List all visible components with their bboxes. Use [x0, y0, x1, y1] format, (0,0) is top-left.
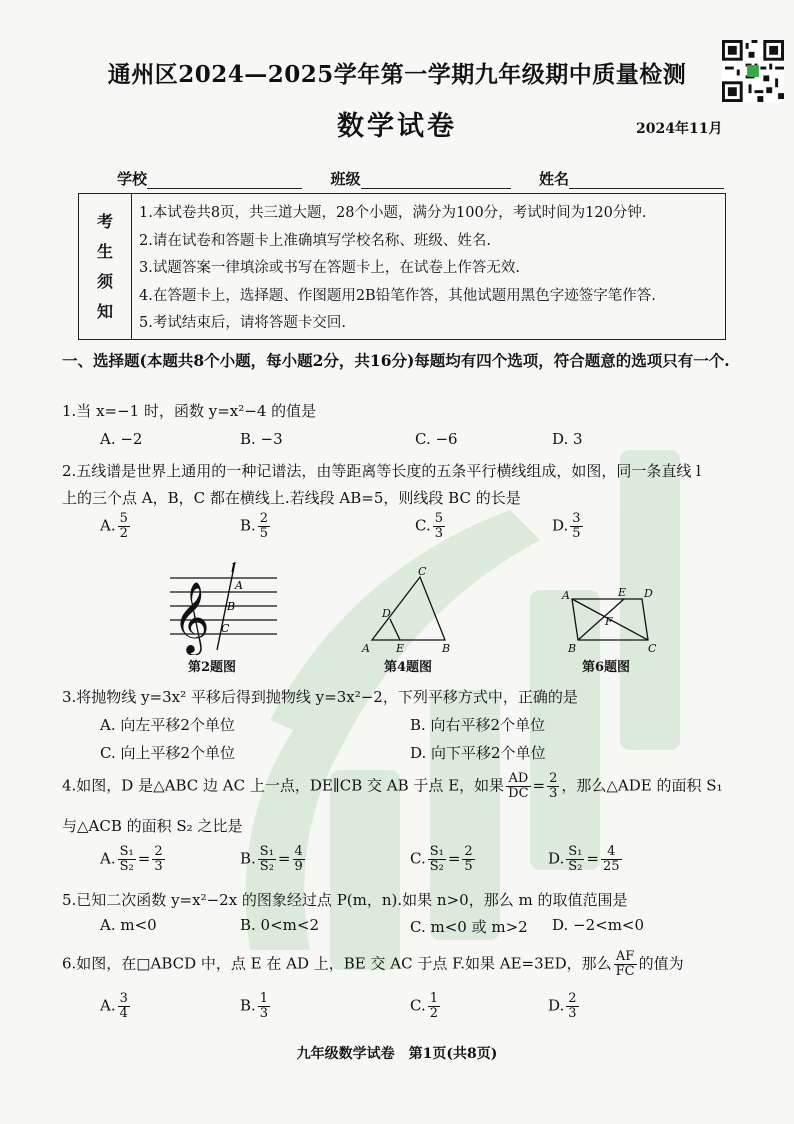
- notice-item: 4.在答题卡上，选择题、作图题用2B铅笔作答，其他试题用黑色字迹签字笔作答.: [139, 287, 656, 304]
- svg-text:A: A: [362, 642, 370, 655]
- school-label: 学校: [117, 170, 148, 188]
- figure-2-caption: 第2题图: [188, 660, 237, 675]
- q1-option-b[interactable]: B. −3: [240, 430, 283, 448]
- question-4-stem-1: 4.如图，D 是△ABC 边 AC 上一点，DE∥CB 交 AB 于点 E，如果 $\frac{AD}{DC}$ = $\frac{2}{3}$ ，那么△ADE 的面积 S₁: [62, 771, 723, 801]
- q4-option-c[interactable]: C. $\frac{\text{S₁}}{\text{S₂}}$ = $\frac{2}{5}$: [410, 844, 473, 874]
- notice-item: 2.请在试卷和答题卡上准确填写学校名称、班级、姓名.: [139, 232, 491, 249]
- page-footer: 九年级数学试卷 第1页(共8页): [296, 1046, 498, 1062]
- fig2-label-l: l: [231, 561, 235, 575]
- svg-text:F: F: [605, 615, 613, 628]
- svg-text:B: B: [568, 642, 577, 655]
- svg-text:B: B: [442, 642, 451, 655]
- q1-option-d[interactable]: D. 3: [552, 430, 583, 448]
- notice-item: 3.试题答案一律填涂或书写在答题卡上，在试卷上作答无效.: [139, 260, 520, 276]
- q5-option-a[interactable]: A. m<0: [100, 916, 157, 934]
- notice-list: [139, 200, 721, 338]
- fig2-label-b: B: [227, 600, 236, 613]
- figure-2-staff: [165, 560, 280, 655]
- q3-option-d[interactable]: D. 向下平移2个单位: [410, 744, 546, 762]
- question-5-stem: 5.已知二次函数 y=x²−2x 的图象经过点 P(m，n).如果 n>0，那么 m 的取值范围是: [62, 891, 628, 909]
- exam-subtitle: 数学试卷: [337, 111, 457, 142]
- figure-4-caption: 第4题图: [384, 660, 433, 675]
- question-1-stem: 1.当 x=−1 时，函数 y=x²−4 的值是: [62, 402, 317, 420]
- class-field[interactable]: [361, 172, 511, 189]
- treble-clef-icon: 𝄞: [173, 580, 210, 653]
- question-6-stem: 6.如图，在□ABCD 中，点 E 在 AD 上，BE 交 AC 于点 F.如果 AE=3ED，那么 $\frac{AF}{FC}$ 的值为: [62, 949, 684, 979]
- qr-code-icon: [722, 40, 784, 102]
- school-field[interactable]: [147, 172, 302, 189]
- q4-option-a[interactable]: A. $\frac{\text{S₁}}{\text{S₂}}$ = $\frac{2}{3}$: [100, 844, 163, 874]
- question-3-stem: 3.将抛物线 y=3x² 平移后得到抛物线 y=3x²−2，下列平移方式中，正确的是: [62, 688, 578, 706]
- svg-text:D: D: [382, 607, 391, 620]
- q6-option-b[interactable]: B. $\frac{1}{3}$: [240, 991, 269, 1021]
- q3-option-a[interactable]: A. 向左平移2个单位: [100, 716, 235, 734]
- q2-option-d[interactable]: D. $\frac{3}{5}$: [552, 511, 581, 541]
- student-info-fields: [117, 168, 724, 189]
- q1-option-a[interactable]: A. −2: [100, 430, 143, 448]
- q3-option-c[interactable]: C. 向上平移2个单位: [100, 744, 236, 762]
- q6-option-d[interactable]: D. $\frac{2}{3}$: [548, 991, 577, 1021]
- svg-text:E: E: [396, 642, 405, 655]
- exam-title: 通州区2024—2025学年第一学期九年级期中质量检测: [107, 61, 687, 88]
- fig2-label-a: A: [235, 579, 243, 592]
- q2-option-b[interactable]: B. $\frac{2}{5}$: [240, 511, 269, 541]
- notice-heading: 考 生 须 知: [79, 194, 132, 339]
- svg-text:E: E: [618, 586, 627, 599]
- figure-6-caption: 第6题图: [582, 660, 631, 675]
- notice-item: 1.本试卷共8页，共三道大题，28个小题，满分为100分，考试时间为120分钟.: [139, 205, 647, 221]
- fig2-label-c: C: [221, 622, 230, 635]
- q2-option-c[interactable]: C. $\frac{5}{3}$: [415, 511, 443, 541]
- q4-option-b[interactable]: B. $\frac{\text{S₁}}{\text{S₂}}$ = $\frac{4}{9}$: [240, 844, 303, 874]
- svg-text:D: D: [644, 587, 653, 600]
- q3-option-b[interactable]: B. 向右平移2个单位: [410, 716, 546, 734]
- q5-option-b[interactable]: B. 0<m<2: [240, 916, 320, 934]
- svg-text:C: C: [418, 565, 427, 578]
- q5-option-d[interactable]: D. −2<m<0: [552, 916, 645, 934]
- q2-option-a[interactable]: A. $\frac{5}{2}$: [100, 511, 128, 541]
- svg-text:C: C: [648, 642, 657, 655]
- question-4-stem-2: 与△ACB 的面积 S₂ 之比是: [62, 817, 243, 835]
- q1-option-c[interactable]: C. −6: [415, 430, 458, 448]
- figure-6-parallelogram: [560, 585, 660, 655]
- q6-option-a[interactable]: A. $\frac{3}{4}$: [100, 991, 128, 1021]
- exam-date: 2024年11月: [636, 121, 723, 137]
- exam-notice-box: [78, 193, 726, 340]
- question-2-stem-2: 上的三个点 A，B，C 都在横线上.若线段 AB=5，则线段 BC 的长是: [62, 489, 521, 507]
- question-2-stem-1: 2.五线谱是世界上通用的一种记谱法，由等距离等长度的五条平行横线组成，如图，同一条直线 l: [62, 462, 701, 480]
- name-label: 姓名: [538, 170, 569, 188]
- name-field[interactable]: [569, 172, 724, 189]
- q5-option-c[interactable]: C. m<0 或 m>2: [410, 918, 528, 936]
- svg-text:A: A: [562, 589, 570, 602]
- class-label: 班级: [330, 170, 361, 188]
- q4-option-d[interactable]: D. $\frac{\text{S₁}}{\text{S₂}}$ = $\frac{4}{25}$: [548, 844, 620, 874]
- notice-item: 5.考试结束后，请将答题卡交回.: [139, 315, 346, 331]
- q6-option-c[interactable]: C. $\frac{1}{2}$: [410, 991, 438, 1021]
- section-heading: 一、选择题(本题共8个小题，每小题2分，共16分)每题均有四个选项，符合题意的选项只有一个.: [62, 351, 730, 370]
- figure-4-triangle: [360, 565, 460, 655]
